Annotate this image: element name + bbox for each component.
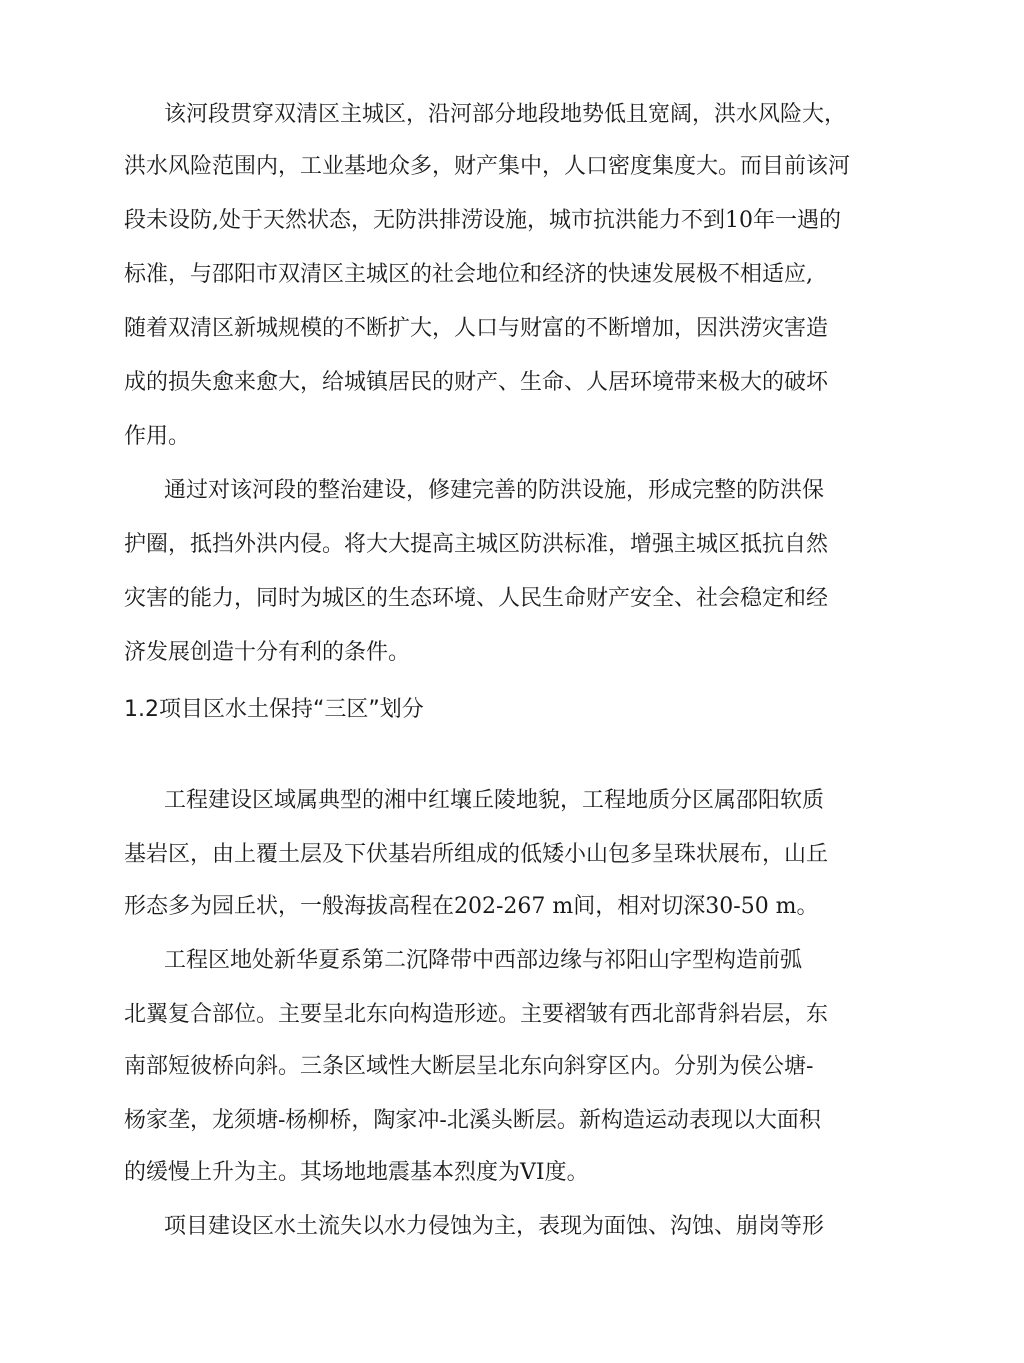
text-line: 通过对该河段的整治建设，修建完善的防洪设施，形成完整的防洪保	[164, 478, 825, 503]
text-line: 段未设防,处于天然状态，无防洪排涝设施，城市抗洪能力不到10年一遇的	[124, 208, 841, 233]
text-line: 标准，与邵阳市双清区主城区的社会地位和经济的快速发展极不相适应,	[124, 262, 813, 287]
text-line: 南部短彼桥向斜。三条区域性大断层呈北东向斜穿区内。分别为侯公塘-	[124, 1054, 814, 1079]
text-line: 杨家垄，龙须塘-杨柳桥，陶家冲-北溪头断层。新构造运动表现以大面积	[124, 1108, 821, 1133]
text-line: 洪水风险范围内，工业基地众多，财产集中，人口密度集度大。而目前该河	[124, 154, 851, 179]
text-line: 工程建设区域属典型的湘中红壤丘陵地貌，工程地质分区属邵阳软质	[164, 788, 825, 813]
text-line: 成的损失愈来愈大，给城镇居民的财产、生命、人居环境带来极大的破坏	[124, 370, 829, 395]
section-heading: 1.2项目区水土保持“三区”划分	[124, 697, 424, 722]
text-line: 灾害的能力，同时为城区的生态环境、人民生命财产安全、社会稳定和经	[124, 586, 829, 611]
text-line: 随着双清区新城规模的不断扩大，人口与财富的不断增加，因洪涝灾害造	[124, 316, 829, 341]
text-line: 基岩区，由上覆土层及下伏基岩所组成的低矮小山包多呈珠状展布，山丘	[124, 842, 829, 867]
text-line: 护圈，抵挡外洪内侵。将大大提高主城区防洪标准，增强主城区抵抗自然	[124, 532, 829, 557]
text-line: 工程区地处新华夏系第二沉降带中西部边缘与祁阳山字型构造前弧	[164, 948, 803, 973]
text-line: 作用。	[124, 424, 191, 449]
text-line: 济发展创造十分有利的条件。	[124, 640, 411, 665]
text-line: 该河段贯穿双清区主城区，沿河部分地段地势低且宽阔，洪水风险大，	[164, 102, 847, 127]
text-line: 的缓慢上升为主。其场地地震基本烈度为VI度。	[124, 1160, 589, 1185]
text-line: 北翼复合部位。主要呈北东向构造形迹。主要褶皱有西北部背斜岩层，东	[124, 1002, 829, 1027]
text-line: 项目建设区水土流失以水力侵蚀为主，表现为面蚀、沟蚀、崩岗等形	[164, 1214, 825, 1239]
text-line: 形态多为园丘状，一般海拔高程在202-267 m间，相对切深30-50 m。	[124, 894, 819, 919]
